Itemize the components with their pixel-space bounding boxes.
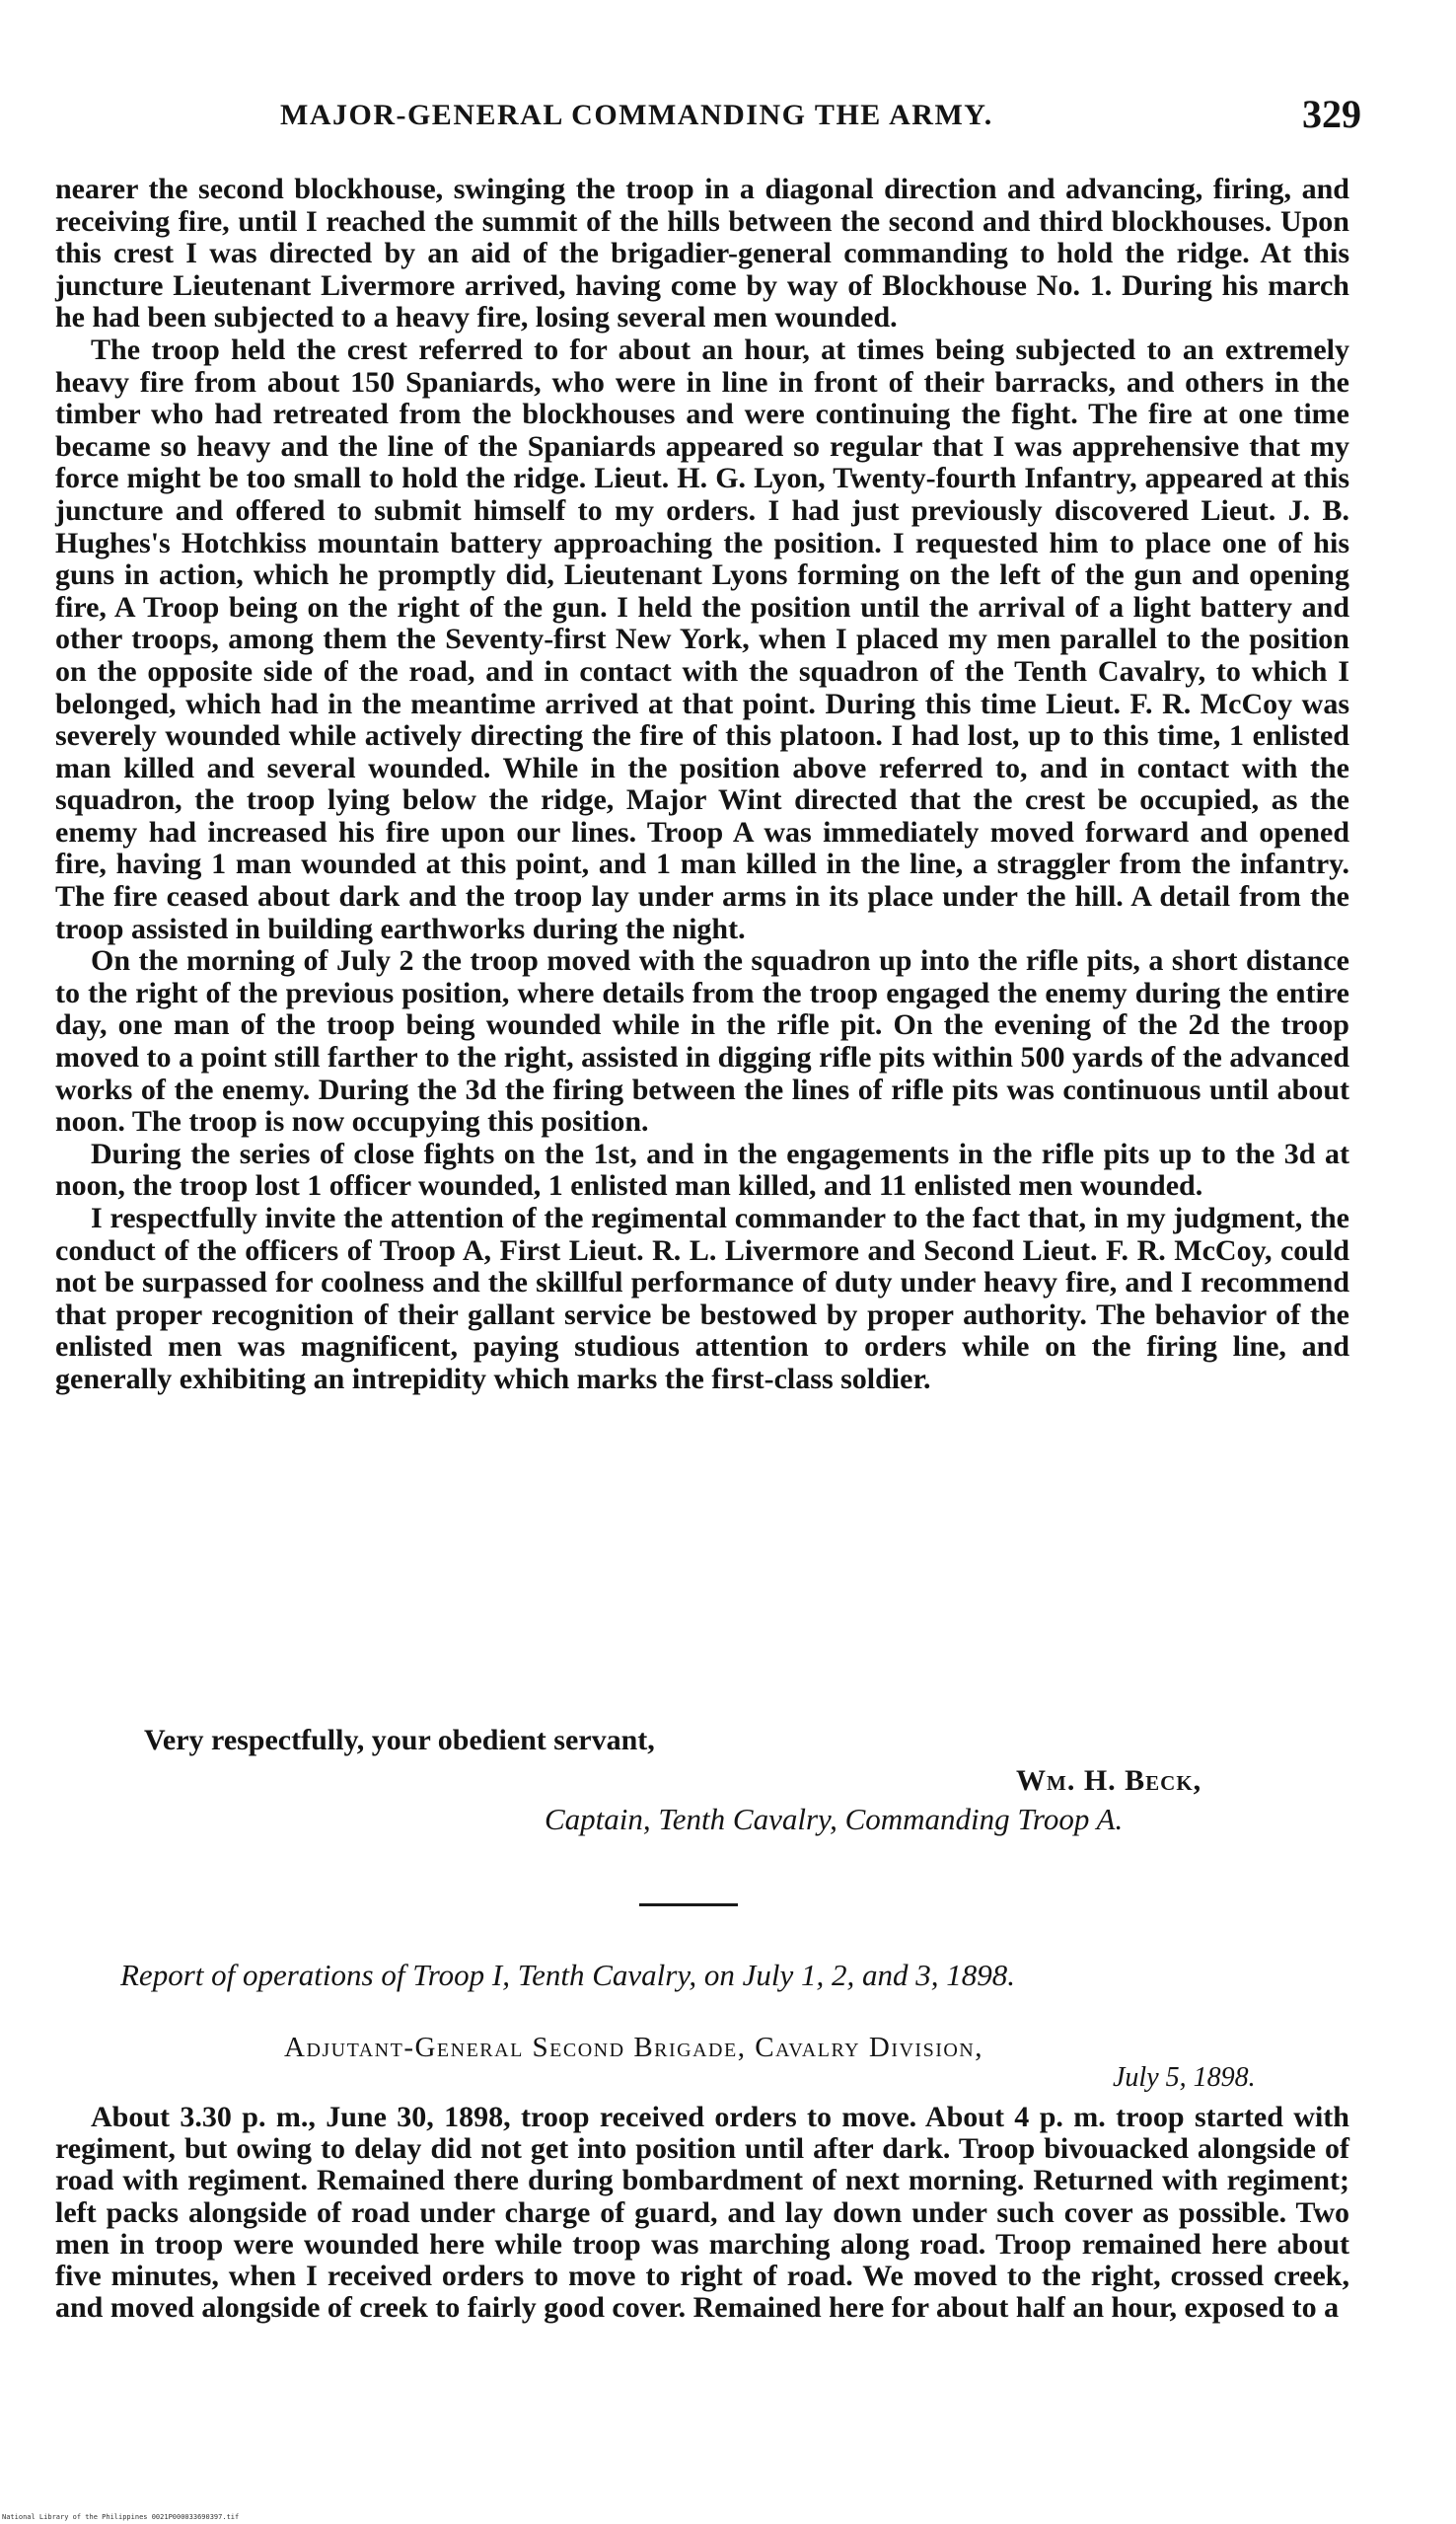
section-divider xyxy=(639,1903,738,1906)
paragraph: During the series of close fights on the 1st, and in the engagements in the rifle pits up to the 3d at noon, the troop lost 1 officer wounded, 1 enlisted man killed, and 11 enlisted men wounded. xyxy=(55,1137,1349,1203)
report-date: July 5, 1898. xyxy=(1113,2062,1256,2093)
paragraph: I respectfully invite the attention of the regimental commander to the fact that, in my judgment, the conduct of the officers of Troop A, First Lieut. R. L. Livermore and Second Lieut. F. R. McCoy, could not be surpassed for coolness and the skillful performance of duty under heavy fire, and I recommend that proper recognition of their gallant service be bestowed by proper authority. The behavior of the enlisted men was magnificent, paying studious attention to orders while on the firing line, and generally exhibiting an intrepidity which marks the first-class soldier. xyxy=(55,1202,1349,1395)
signature-name: Wm. H. Beck, xyxy=(1016,1764,1202,1797)
report-body-text xyxy=(55,2102,1349,2324)
signature-title: Captain, Tenth Cavalry, Commanding Troop A. xyxy=(545,1802,1124,1836)
paragraph: About 3.30 p. m., June 30, 1898, troop received orders to move. About 4 p. m. troop started with regiment, but owing to delay did not get into position until after dark. Troop bivouacked alongside of road with regiment. Remained there during bombardment of next morning. Returned with regiment; left packs alongside of road under charge of guard, and lay down under such cover as possible. Two men in troop were wounded here while troop was marching along road. Troop remained here about five minutes, when I received orders to move to right of road. We moved to the right, crossed creek, and moved alongside of creek to fairly good cover. Remained here for about half an hour, exposed to a xyxy=(55,2101,1349,2325)
letter-closing: Very respectfully, your obedient servant, xyxy=(144,1724,655,1756)
running-head: MAJOR-GENERAL COMMANDING THE ARMY. xyxy=(280,99,993,131)
paragraph: On the morning of July 2 the troop moved with the squadron up into the rifle pits, a short distance to the right of the previous position, where details from the troop engaged the enemy during the entire day, one man of the troop being wounded while in the rifle pit. On the evening of the 2d the troop moved to a point still farther to the right, assisted in digging rifle pits within 500 yards of the advanced works of the enemy. During the 3d the firing between the lines of rifle pits was continuous until about noon. The troop is now occupying this position. xyxy=(55,944,1349,1139)
report-title: Report of operations of Troop I, Tenth Cavalry, on July 1, 2, and 3, 1898. xyxy=(120,1958,1016,1992)
main-body-text xyxy=(55,174,1349,1396)
paragraph: nearer the second blockhouse, swinging the troop in a diagonal direction and advancing, firing, and receiving fire, until I reached the summit of the hills between the second and third blockhouses. Upon this crest I was directed by an aid of the brigadier-general commanding to hold the ridge. At this juncture Lieutenant Livermore arrived, having come by way of Blockhouse No. 1. During his march he had been subjected to a heavy fire, losing several men wounded. xyxy=(55,173,1349,334)
page-number: 329 xyxy=(1302,92,1361,136)
paragraph: The troop held the crest referred to for about an hour, at times being subjected to an extremely heavy fire from about 150 Spaniards, who were in line in front of their barracks, and others in the timber who had retreated from the blockhouses and were continuing the fight. The fire at one time became so heavy and the line of the Spaniards appeared so regular that I was apprehensive that my force might be too small to hold the ridge. Lieut. H. G. Lyon, Twenty-fourth Infantry, appeared at this juncture and offered to submit himself to my orders. I had just previously discovered Lieut. J. B. Hughes's Hotchkiss mountain battery approaching the position. I requested him to place one of his guns in action, which he promptly did, Lieutenant Lyons forming on the left of the gun and opening fire, A Troop being on the right of the gun. I held the position until the arrival of a light battery and other troops, among them the Seventy-first New York, when I placed my men parallel to the position on the opposite side of the road, and in contact with the squadron of the Tenth Cavalry, to which I belonged, which had in the meantime arrived at that point. During this time Lieut. F. R. McCoy was severely wounded while actively directing the fire of this platoon. I had lost, up to this time, 1 enlisted man killed and several wounded. While in the position above referred to, and in contact with the squadron, the troop lying below the ridge, Major Wint directed that the crest be occupied, as the enemy had increased his fire upon our lines. Troop A was immediately moved forward and opened fire, having 1 man wounded at this point, and 1 man killed in the line, a straggler from the infantry. The fire ceased about dark and the troop lay under arms in its place under the hill. A detail from the troop assisted in building earthworks during the night. xyxy=(55,333,1349,945)
scan-footer: National Library of the Philippines 0021P000033690397.tif xyxy=(2,2513,240,2521)
report-addressee: Adjutant-General Second Brigade, Cavalry Division, xyxy=(284,2032,984,2063)
page-header xyxy=(55,92,1361,142)
